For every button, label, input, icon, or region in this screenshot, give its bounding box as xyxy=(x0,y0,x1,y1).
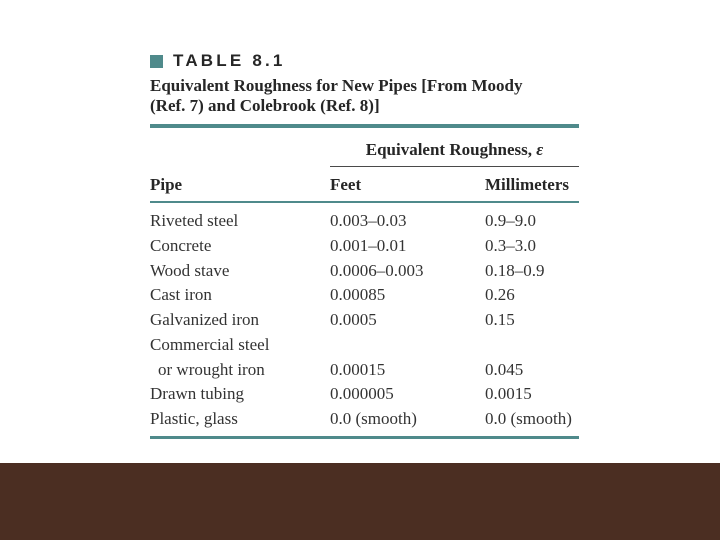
cell-feet: 0.0 (smooth) xyxy=(330,409,417,428)
cell-pipe: Commercial steel xyxy=(150,334,270,354)
cell-pipe: Drawn tubing xyxy=(150,384,244,404)
group-rule xyxy=(330,166,579,167)
cell-pipe: Concrete xyxy=(150,235,212,255)
header-rule xyxy=(150,201,579,203)
cell-millimeters: 0.3–3.0 xyxy=(485,235,536,255)
cell-millimeters: 0.15 xyxy=(485,310,515,329)
cell-feet: 0.003–0.03 xyxy=(330,211,407,230)
cell-pipe: Cast iron xyxy=(150,285,212,305)
table-row xyxy=(150,234,579,259)
table-number: TABLE 8.1 xyxy=(173,51,286,70)
cell-pipe: Riveted steel xyxy=(150,211,239,230)
cell-feet: 0.0005 xyxy=(330,310,377,329)
top-rule xyxy=(150,124,579,128)
cell-pipe: Plastic, glass xyxy=(150,409,238,428)
table-row xyxy=(150,407,579,432)
column-header-millimeters: Millimeters xyxy=(485,175,570,194)
footer-bar xyxy=(0,463,720,540)
caption-line: (Ref. 7) and Colebrook (Ref. 8)] xyxy=(150,96,380,115)
square-bullet-icon xyxy=(150,55,163,68)
caption-line: Equivalent Roughness for New Pipes [From Moody xyxy=(150,76,523,95)
column-header-pipe: Pipe xyxy=(150,175,183,194)
cell-millimeters: 0.0015 xyxy=(485,384,532,404)
group-header xyxy=(330,140,579,160)
cell-millimeters: 0.18–0.9 xyxy=(485,260,545,280)
table-body xyxy=(150,209,579,432)
cell-feet: 0.001–0.01 xyxy=(330,235,407,255)
table-label xyxy=(150,50,286,72)
cell-millimeters: 0.045 xyxy=(485,359,524,379)
table-row xyxy=(150,308,579,333)
cell-pipe: or wrought iron xyxy=(158,359,265,379)
epsilon-symbol: ε xyxy=(536,140,544,159)
table-caption xyxy=(150,76,590,116)
table-row xyxy=(150,358,579,383)
cell-millimeters: 0.26 xyxy=(485,285,515,305)
table-row xyxy=(150,333,579,358)
cell-millimeters: 0.9–9.0 xyxy=(485,211,536,230)
cell-feet: 0.000005 xyxy=(330,384,394,404)
table-row xyxy=(150,283,579,308)
table-row xyxy=(150,259,579,284)
bottom-rule xyxy=(150,436,579,439)
cell-millimeters: 0.0 (smooth) xyxy=(485,409,572,428)
table-row xyxy=(150,382,579,407)
cell-feet: 0.00085 xyxy=(330,285,386,305)
table-row xyxy=(150,209,579,234)
group-header-text: Equivalent Roughness, xyxy=(365,140,533,159)
cell-feet: 0.00015 xyxy=(330,359,386,379)
cell-pipe: Wood stave xyxy=(150,260,230,280)
cell-pipe: Galvanized iron xyxy=(150,310,260,329)
column-header-feet: Feet xyxy=(330,175,362,194)
cell-feet: 0.0006–0.003 xyxy=(330,260,424,280)
